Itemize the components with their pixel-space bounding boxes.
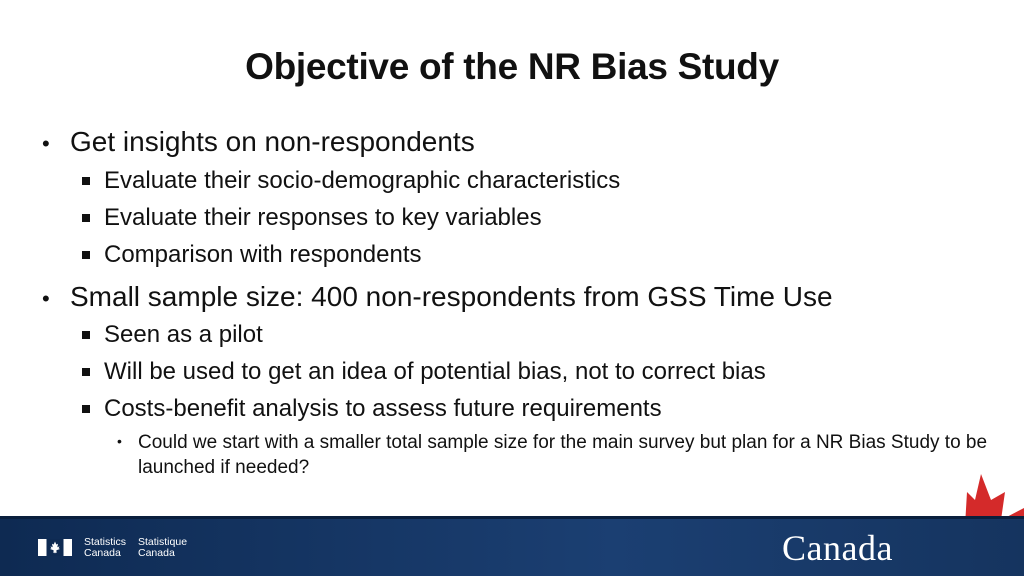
sub-sub-item-2-3-1: Could we start with a smaller total sample size for the main survey but plan for a NR Bias Study to be launched if needed?	[138, 432, 988, 478]
sub-item-1-3: Comparison with respondents	[104, 241, 422, 268]
bullet-dot-small: •	[117, 433, 122, 449]
sub-item-2-3: Costs-benefit analysis to assess future requirements	[104, 395, 662, 422]
statistique-line1: Statistique	[138, 536, 188, 548]
square-bullet	[82, 214, 90, 222]
footer-divider	[0, 516, 1024, 519]
square-bullet	[82, 331, 90, 339]
footer-bar	[0, 516, 1024, 576]
statistique-canada-label	[138, 537, 187, 559]
square-bullet	[82, 177, 90, 185]
slide-title: Objective of the NR Bias Study	[245, 46, 779, 87]
bullet-dot: •	[42, 131, 50, 156]
sub-item-2-1: Seen as a pilot	[104, 321, 263, 348]
canada-line2: Canada	[138, 547, 175, 559]
square-bullet	[82, 368, 90, 376]
statistics-line1: Statistics	[84, 536, 127, 548]
sub-item-2-2: Will be used to get an idea of potential bias, not to correct bias	[104, 358, 766, 385]
bullet-dot: •	[42, 286, 50, 311]
canada-wordmark: Canada	[782, 528, 893, 568]
square-bullet	[82, 251, 90, 259]
canada-line1: Canada	[84, 547, 121, 559]
sub-item-1-2: Evaluate their responses to key variables	[104, 204, 542, 231]
canada-flag-icon	[38, 539, 72, 556]
square-bullet	[82, 405, 90, 413]
bullet-item-1: Get insights on non-respondents	[70, 126, 475, 157]
statistics-canada-label	[84, 537, 126, 559]
sub-item-1-1: Evaluate their socio-demographic characteristics	[104, 167, 621, 194]
bullet-item-2: Small sample size: 400 non-respondents from GSS Time Use	[70, 281, 833, 312]
